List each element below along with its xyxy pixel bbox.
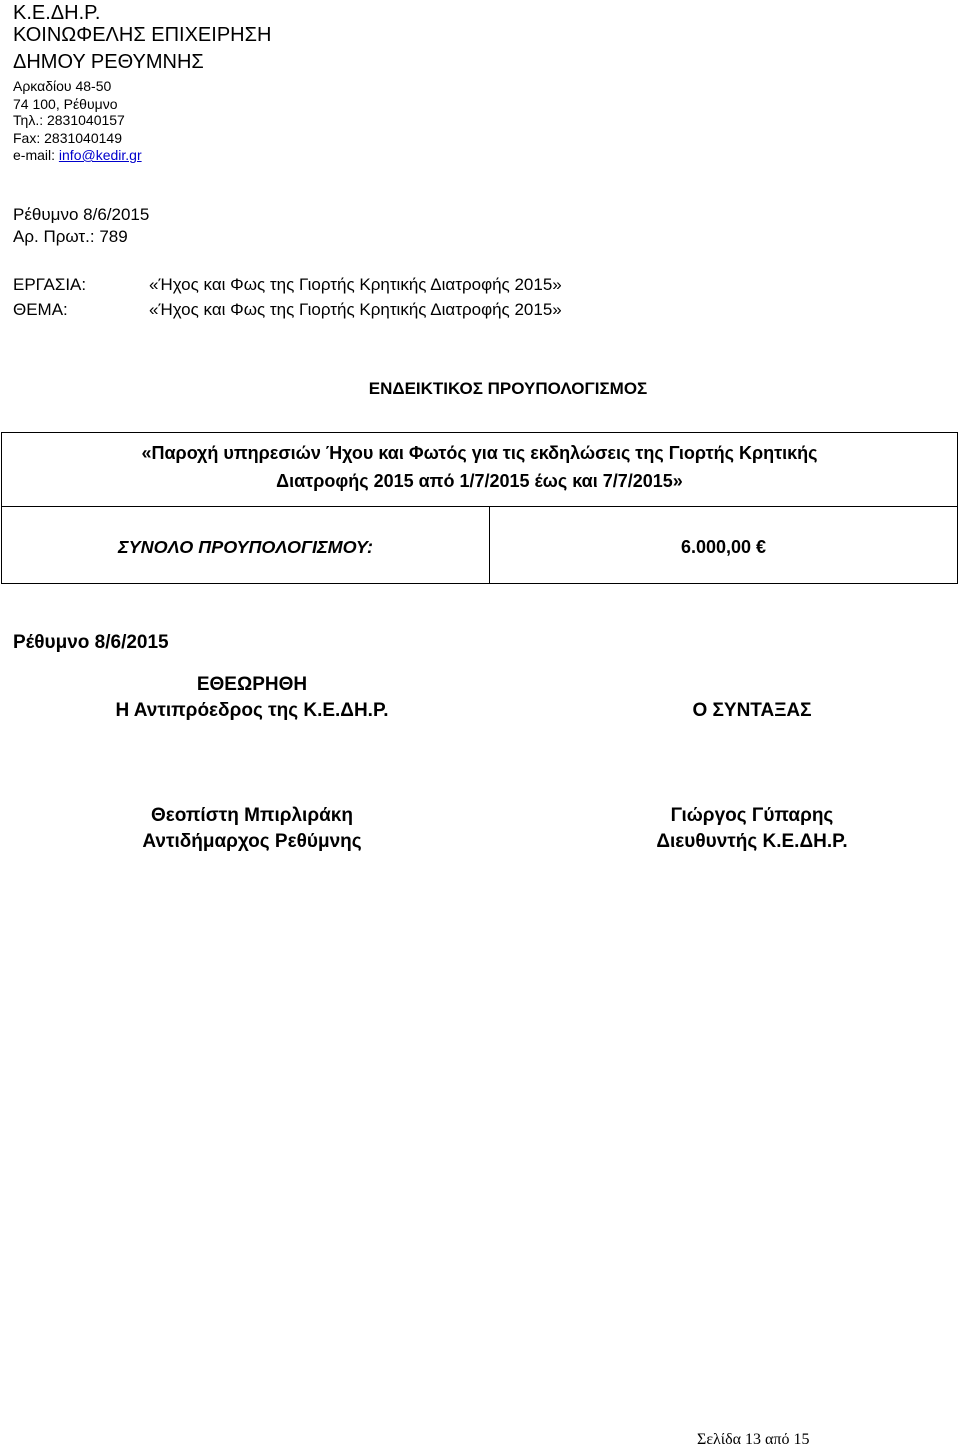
approved-role: Η Αντιπρόεδρος της Κ.Ε.ΔΗ.Ρ. <box>115 700 389 721</box>
place-date: Ρέθυμνο 8/6/2015 <box>13 205 150 224</box>
table-divider-horizontal <box>2 506 957 507</box>
fax-number: Fax: 2831040149 <box>13 130 122 146</box>
address-city: 74 100, Ρέθυμνο <box>13 96 118 112</box>
work-value: «Ήχος και Φως της Γιορτής Κρητικής Διατροφής 2015» <box>149 275 562 294</box>
topic-value: «Ήχος και Φως της Γιορτής Κρητικής Διατροφής 2015» <box>149 300 562 319</box>
org-short-name: Κ.Ε.ΔΗ.Ρ. <box>13 2 101 24</box>
phone-number: Τηλ.: 2831040157 <box>13 112 125 128</box>
approver-title: Αντιδήμαρχος Ρεθύμνης <box>142 831 362 852</box>
page-number: Σελίδα 13 από 15 <box>697 1431 810 1448</box>
author-title: Διευθυντής Κ.Ε.ΔΗ.Ρ. <box>656 831 848 852</box>
approver-name: Θεοπίστη Μπιρλιράκη <box>151 805 353 826</box>
work-label: ΕΡΓΑΣΙΑ: <box>13 275 87 294</box>
org-name: ΚΟΙΝΩΦΕΛΗΣ ΕΠΙΧΕΙΡΗΣΗ <box>13 24 272 46</box>
signature-date: Ρέθυμνο 8/6/2015 <box>13 632 169 653</box>
author-label: Ο ΣΥΝΤΑΞΑΣ <box>692 700 812 721</box>
budget-title: ΕΝΔΕΙΚΤΙΚΟΣ ΠΡΟΥΠΟΛΟΓΙΣΜΟΣ <box>368 379 648 398</box>
topic-label: ΘΕΜΑ: <box>13 300 68 319</box>
protocol-number: Αρ. Πρωτ.: 789 <box>13 227 128 246</box>
email-line <box>13 146 142 164</box>
email-label: e-mail: <box>13 147 59 163</box>
approved-label: ΕΘΕΩΡΗΘΗ <box>196 674 308 695</box>
email-link[interactable]: info@kedir.gr <box>58 147 142 163</box>
budget-description-line2: Διατροφής 2015 από 1/7/2015 έως και 7/7/2015» <box>276 471 683 491</box>
budget-total-value: 6.000,00 € <box>680 537 767 557</box>
budget-description <box>2 439 957 495</box>
budget-table <box>1 432 958 584</box>
author-name: Γιώργος Γύπαρης <box>670 805 834 826</box>
budget-description-line1: «Παροχή υπηρεσιών Ήχου και Φωτός για τις εκδηλώσεις της Γιορτής Κρητικής <box>141 443 818 463</box>
address-street: Αρκαδίου 48-50 <box>13 78 112 94</box>
budget-total-label: ΣΥΝΟΛΟ ΠΡΟΥΠΟΛΟΓΙΣΜΟΥ: <box>118 537 373 557</box>
municipality-name: ΔΗΜΟΥ ΡΕΘΥΜΝΗΣ <box>13 51 204 73</box>
